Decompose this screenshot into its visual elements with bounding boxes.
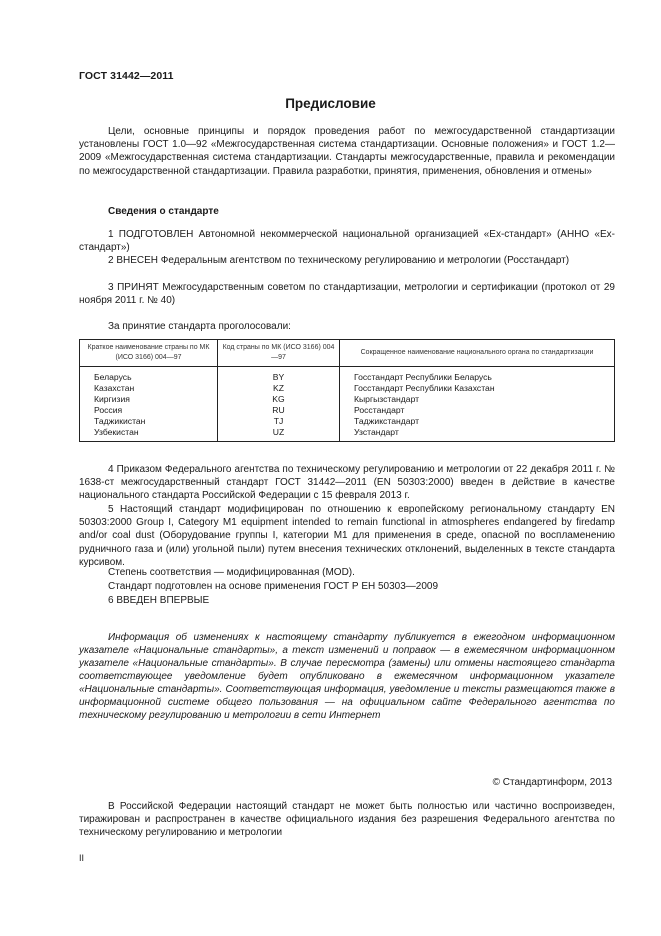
country-name: Таджикистан bbox=[80, 416, 218, 427]
item-5: 5 Настоящий стандарт модифицирован по отношению к европейскому региональному стандарту EN 50303:2000 Group I, Category M1 equipment intended to remain functional in atmospheres endangered by firedamp and/or coal dust (Оборудование группы I, категории M1 для применения в среде, опасной по воспламенению рудничного газа и (или) угольной пыли) путем внесения технических отклонений, выделенных в тексте стандарта курсивом. bbox=[79, 504, 615, 568]
basis-statement: Стандарт подготовлен на основе применения ГОСТ Р ЕН 50303—2009 bbox=[108, 581, 439, 592]
item-2: 2 ВНЕСЕН Федеральным агентством по техническому регулированию и метрологии (Росстандарт) bbox=[108, 255, 570, 266]
reproduction-restriction: В Российской Федерации настоящий стандарт не может быть полностью или частично воспроизведен, тиражирован и распространен в качестве официального издания без разрешения Федерального агентства по техническому регулированию и метрологии bbox=[79, 801, 615, 839]
table-row bbox=[80, 394, 615, 405]
country-name: Беларусь bbox=[80, 367, 218, 384]
country-name: Киргизия bbox=[80, 394, 218, 405]
country-code: BY bbox=[218, 367, 340, 384]
page-number: II bbox=[79, 853, 85, 863]
header-country-name: Краткое наименование страны по МК (ИСО 3166) 004—97 bbox=[80, 340, 218, 367]
country-name: Казахстан bbox=[80, 383, 218, 394]
national-body: Росстандарт bbox=[340, 405, 615, 416]
item-1: 1 ПОДГОТОВЛЕН Автономной некоммерческой национальной организацией «Ех-стандарт» (АННО «Ех-стандарт») bbox=[79, 229, 615, 254]
table-header-row bbox=[80, 340, 615, 367]
national-body: Госстандарт Республики Казахстан bbox=[340, 383, 615, 394]
country-code: KG bbox=[218, 394, 340, 405]
table-row bbox=[80, 383, 615, 394]
country-name: Узбекистан bbox=[80, 427, 218, 442]
header-country-code: Код страны по МК (ИСО 3166) 004—97 bbox=[218, 340, 340, 367]
national-body: Госстандарт Республики Беларусь bbox=[340, 367, 615, 384]
document-code: ГОСТ 31442—2011 bbox=[79, 70, 174, 82]
degree-of-correspondence: Степень соответствия — модифицированная (MOD). bbox=[108, 567, 355, 578]
amendments-notice: Информация об изменениях к настоящему стандарту публикуется в ежегодном информационном указателе «Национальные стандарты», а текст изменений и поправок — в ежемесячном информационном указателе «Национальные стандарты». В случае пересмотра (замены) или отмены настоящего стандарта соответствующее уведомление будет опубликовано в ежемесячном информационном указателе «Национальные стандарты». Соответствующая информация, уведомление и тексты размещаются также в информационной системе общего пользования — на официальном сайте Федерального агентства по техническому регулированию и метрологии в сети Интернет bbox=[79, 632, 615, 721]
country-code: KZ bbox=[218, 383, 340, 394]
country-code: UZ bbox=[218, 427, 340, 442]
country-code: RU bbox=[218, 405, 340, 416]
table-row bbox=[80, 405, 615, 416]
section-title: Сведения о стандарте bbox=[108, 206, 219, 217]
national-body: Узстандарт bbox=[340, 427, 615, 442]
voting-table bbox=[79, 339, 615, 442]
country-code: TJ bbox=[218, 416, 340, 427]
national-body: Таджикстандарт bbox=[340, 416, 615, 427]
table-row bbox=[80, 427, 615, 442]
country-name: Россия bbox=[80, 405, 218, 416]
copyright: © Стандартинформ, 2013 bbox=[492, 777, 612, 788]
item-3: 3 ПРИНЯТ Межгосударственным советом по стандартизации, метрологии и сертификации (протокол от 29 ноября 2011 г. № 40) bbox=[79, 282, 615, 307]
table-row bbox=[80, 416, 615, 427]
page-title: Предисловие bbox=[285, 96, 376, 111]
national-body: Кыргызстандарт bbox=[340, 394, 615, 405]
item-6: 6 ВВЕДЕН ВПЕРВЫЕ bbox=[108, 595, 210, 606]
intro-paragraph: Цели, основные принципы и порядок проведения работ по межгосударственной стандартизации установлены ГОСТ 1.0—92 «Межгосударственная система стандартизации. Основные положения» и ГОСТ 1.2—2009 «Межгосударственная система стандартизации. Стандарты межгосударственные, правила и рекомендации по межгосударственной стандартизации. Правила разработки, принятия, применения, обновления и отмены» bbox=[79, 126, 615, 177]
item-4: 4 Приказом Федерального агентства по техническому регулированию и метрологии от 22 декабря 2011 г. № 1638-ст межгосударственный стандарт ГОСТ 31442—2011 (EN 50303:2000) введен в действие в качестве национального стандарта Российской Федерации с 15 февраля 2013 г. bbox=[79, 464, 615, 502]
header-national-body: Сокращенное наименование национального органа по стандартизации bbox=[340, 340, 615, 367]
vote-title: За принятие стандарта проголосовали: bbox=[108, 321, 291, 332]
table-row bbox=[80, 367, 615, 384]
